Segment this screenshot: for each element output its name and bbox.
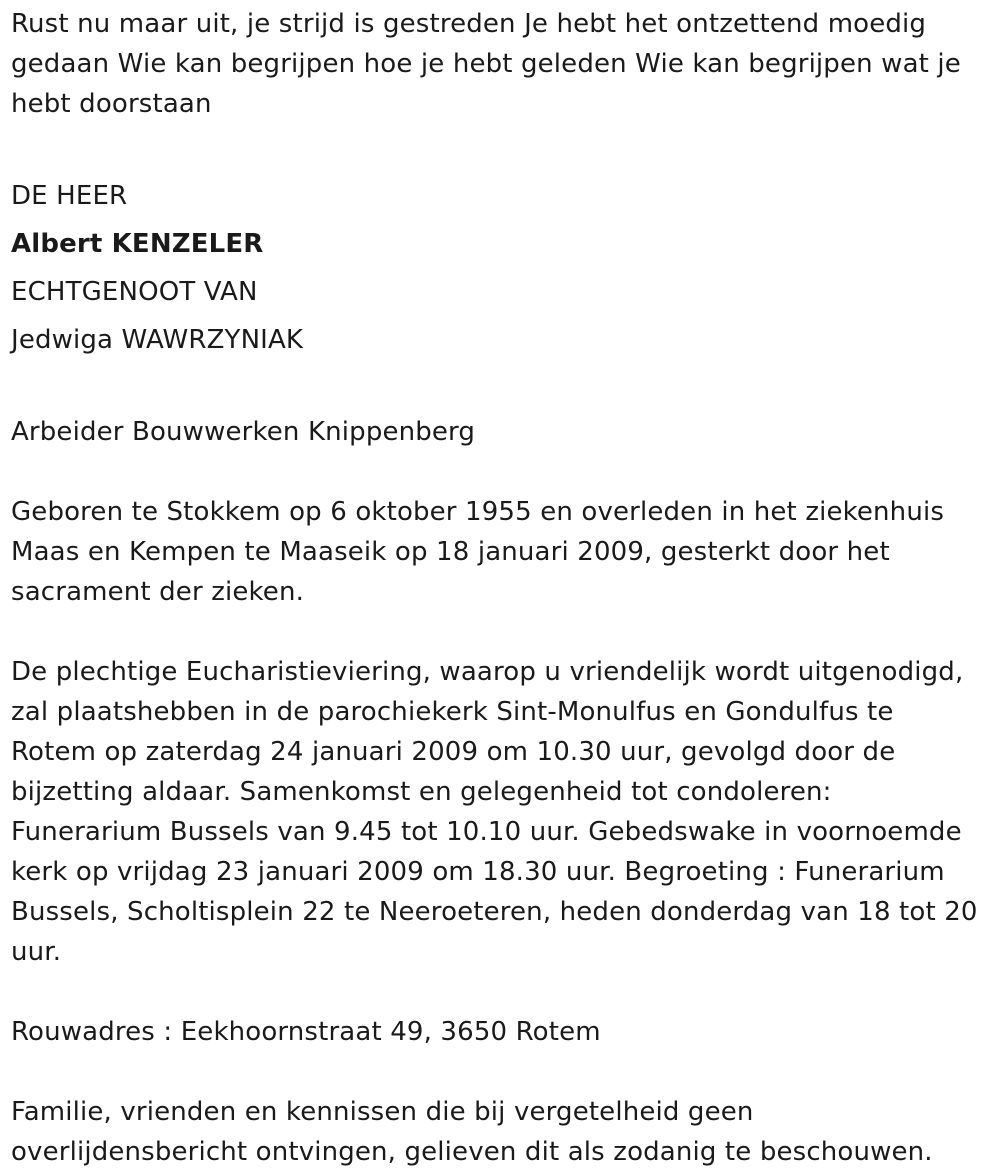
obituary-document	[11, 4, 983, 1172]
relation-label: ECHTGENOOT VAN	[11, 277, 258, 307]
spacer	[11, 972, 983, 1012]
closing-paragraph: Familie, vrienden en kennissen die bij vergetelheid geen overlijdensbericht ontvingen, gelieven dit als zodanig te beschouwen.	[11, 1097, 933, 1167]
spouse-name: Jedwiga WAWRZYNIAK	[11, 325, 304, 355]
spacer	[11, 1052, 983, 1092]
ceremony-paragraph: De plechtige Eucharistieviering, waarop u vriendelijk wordt uitgenodigd, zal plaatshebben in de parochiekerk Sint-Monulfus en Gondulfus te Rotem op zaterdag 24 januari 2009 om 10.30 uur, gevolgd door de bijzetting aldaar. Samenkomst en gelegenheid tot condoleren: Funerarium Bussels van 9.45 tot 10.10 uur. Gebedswake in voornoemde kerk op vrijdag 23 januari 2009 om 18.30 uur. Begroeting : Funerarium Bussels, Scholtisplein 22 te Neeroeteren, heden donderdag van 18 tot 20 uur.	[11, 657, 978, 967]
honorific-title: DE HEER	[11, 181, 128, 211]
spacer	[11, 364, 983, 412]
memorial-poem: Rust nu maar uit, je strijd is gestreden Je hebt het ontzettend moedig gedaan Wie kan begrijpen hoe je hebt geleden Wie kan begrijpen wat je hebt doorstaan	[11, 9, 961, 119]
occupation: Arbeider Bouwwerken Knippenberg	[11, 417, 476, 447]
spacer	[11, 612, 983, 652]
birth-death-paragraph: Geboren te Stokkem op 6 oktober 1955 en overleden in het ziekenhuis Maas en Kempen te Maaseik op 18 januari 2009, gesterkt door het sacrament der zieken.	[11, 497, 945, 607]
deceased-name: Albert KENZELER	[11, 229, 264, 259]
mourning-address: Rouwadres : Eekhoornstraat 49, 3650 Rotem	[11, 1017, 601, 1047]
spacer	[11, 452, 983, 492]
spacer	[11, 124, 983, 172]
